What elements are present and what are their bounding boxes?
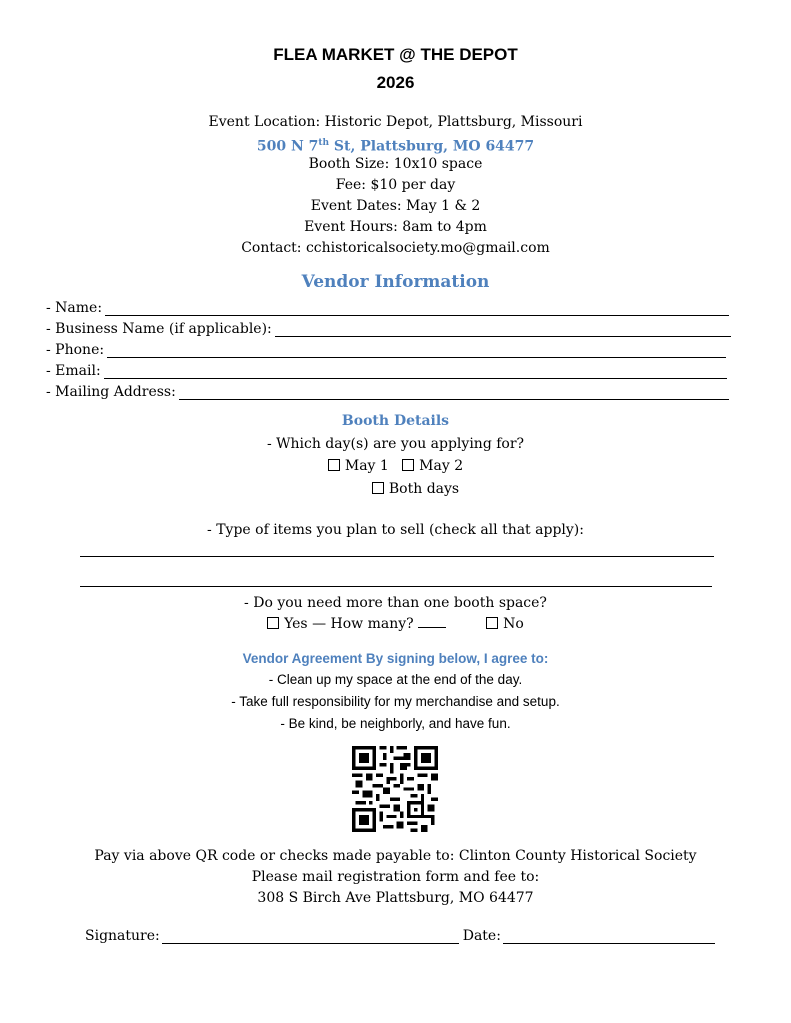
event-dates: Event Dates: May 1 & 2	[310, 198, 481, 214]
signature-label: Signature:	[85, 928, 160, 944]
booth-size: Booth Size: 10x10 space	[308, 156, 483, 172]
phone-field[interactable]	[46, 338, 726, 358]
address-number: 500 N 7	[256, 138, 319, 155]
agreement-heading-row	[0, 651, 791, 666]
mailing-address-label: - Mailing Address:	[46, 384, 176, 400]
items-question: - Type of items you plan to sell (check all that apply):	[207, 522, 584, 538]
no-option[interactable]	[486, 616, 524, 632]
mail-instructions: Please mail registration form and fee to:	[251, 869, 540, 885]
payment-qr-code[interactable]	[352, 746, 438, 832]
day-options-row	[0, 456, 791, 477]
no-checkbox[interactable]	[486, 617, 498, 629]
address-suffix: th	[318, 138, 330, 148]
no-label: No	[503, 616, 524, 632]
agreement-item-2: - Take full responsibility for my merchandise and setup.	[231, 694, 560, 709]
payment-instructions: Pay via above QR code or checks made payable to: Clinton County Historical Society	[94, 848, 697, 864]
event-hours: Event Hours: 8am to 4pm	[304, 219, 487, 235]
may2-checkbox[interactable]	[402, 459, 414, 471]
both-days-option[interactable]	[0, 479, 791, 500]
may2-option[interactable]	[402, 458, 463, 474]
vendor-info-heading: Vendor Information	[301, 272, 490, 292]
agreement-heading: Vendor Agreement	[242, 651, 363, 666]
items-blank-1[interactable]	[80, 556, 714, 557]
phone-label: - Phone:	[46, 342, 105, 358]
agreement-intro: By signing below, I agree to:	[365, 651, 549, 666]
date-blank[interactable]	[503, 929, 715, 944]
agreement-item-1: - Clean up my space at the end of the day.	[268, 672, 523, 687]
business-name-label: - Business Name (if applicable):	[46, 321, 272, 337]
page-title: FLEA MARKET @ THE DEPOT	[273, 45, 518, 64]
how-many-blank[interactable]	[418, 615, 446, 628]
address-street: St, Plattsburg, MO 64477	[329, 138, 535, 155]
event-year: 2026	[376, 73, 415, 92]
both-days-checkbox[interactable]	[372, 482, 384, 494]
email-label: - Email:	[46, 363, 101, 379]
mail-address: 308 S Birch Ave Plattsburg, MO 64477	[257, 890, 534, 906]
agreement-item-3: - Be kind, be neighborly, and have fun.	[280, 716, 511, 731]
more-booth-options	[0, 614, 791, 635]
may1-checkbox[interactable]	[328, 459, 340, 471]
event-location: Event Location: Historic Depot, Plattsburg, Missouri	[208, 114, 583, 130]
phone-blank[interactable]	[107, 343, 726, 358]
mailing-address-field[interactable]	[46, 380, 729, 400]
event-contact: Contact: cchistoricalsociety.mo@gmail.com	[241, 240, 550, 256]
event-fee: Fee: $10 per day	[335, 177, 456, 193]
name-label: - Name:	[46, 300, 103, 316]
yes-option[interactable]	[267, 616, 446, 632]
may1-label: May 1	[344, 458, 389, 474]
signature-row	[85, 928, 715, 944]
email-field[interactable]	[46, 359, 727, 379]
name-blank[interactable]	[105, 301, 729, 316]
items-blank-2[interactable]	[80, 586, 712, 587]
may2-label: May 2	[419, 458, 464, 474]
may1-option[interactable]	[328, 458, 389, 474]
business-name-field[interactable]	[46, 317, 731, 337]
more-booth-question: - Do you need more than one booth space?	[244, 595, 547, 611]
mailing-address-blank[interactable]	[179, 385, 729, 400]
yes-checkbox[interactable]	[267, 617, 279, 629]
business-name-blank[interactable]	[275, 322, 731, 337]
both-days-label: Both days	[388, 481, 460, 497]
yes-label: Yes — How many?	[284, 616, 414, 632]
date-label: Date:	[462, 928, 501, 944]
email-blank[interactable]	[104, 364, 727, 379]
days-question: - Which day(s) are you applying for?	[266, 436, 525, 452]
booth-details-heading: Booth Details	[341, 413, 450, 429]
name-field[interactable]	[46, 296, 729, 316]
signature-blank[interactable]	[162, 929, 459, 944]
